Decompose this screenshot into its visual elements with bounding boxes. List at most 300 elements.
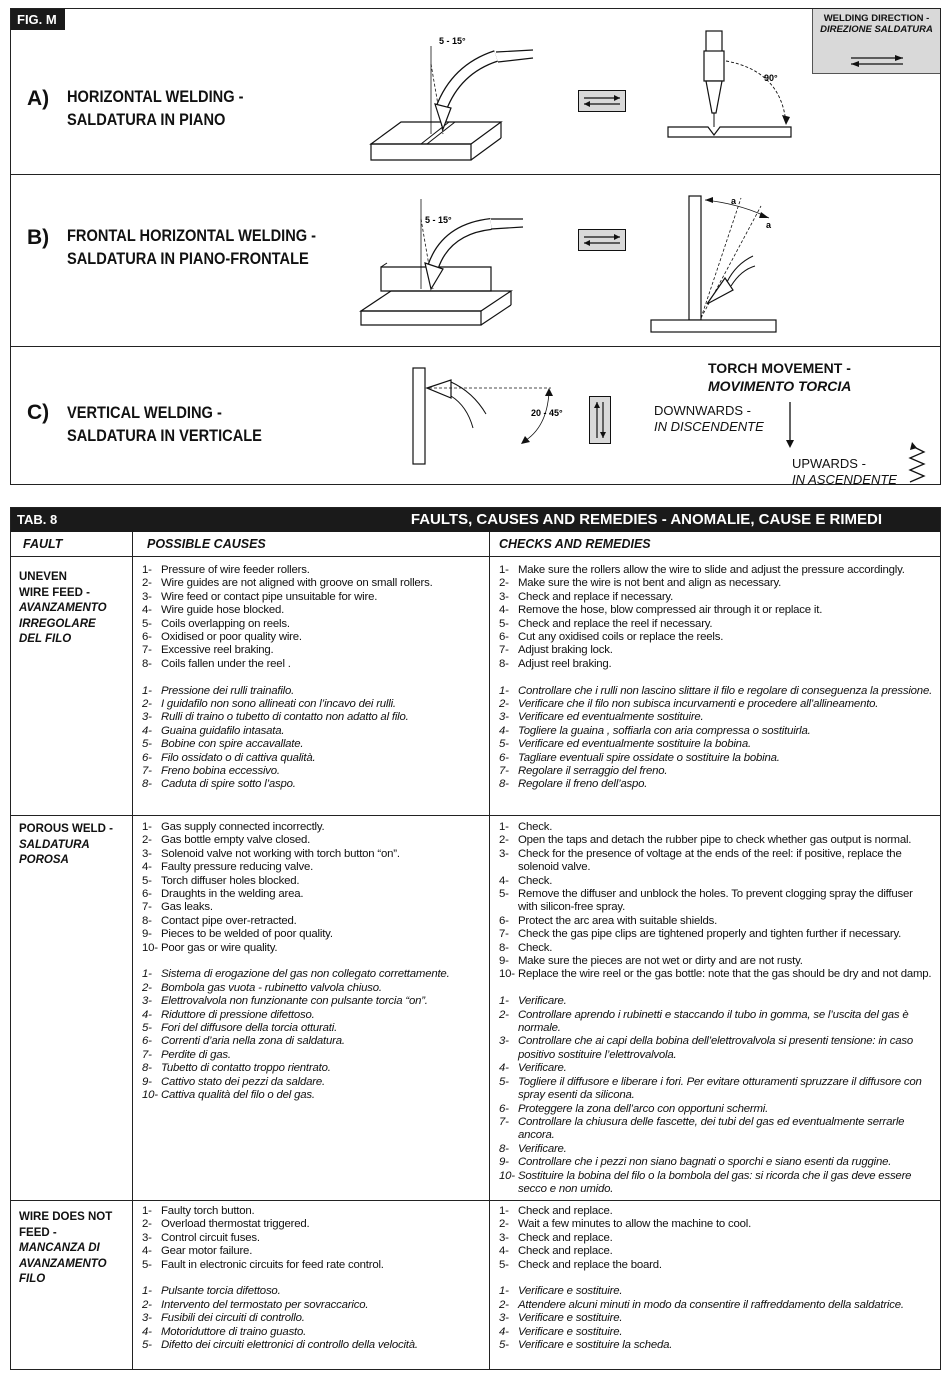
- item-number: 6-: [499, 751, 509, 764]
- row-title-it: SALDATURA IN PIANO-FRONTALE: [67, 249, 309, 268]
- row-horizontal-welding: [11, 9, 940, 175]
- list-item: [499, 711, 935, 724]
- list-item: [499, 618, 935, 631]
- item-text: Coils overlapping on reels.: [161, 617, 290, 630]
- item-text: Remove the diffuser and unblock the holes. To prevent clogging spray the diffuser with silicon-free spray.: [518, 888, 913, 914]
- item-text: Check the gas pipe clips are tightened properly and tighten further if necessary.: [518, 928, 902, 941]
- fault-en: WIRE DOES NOT: [19, 1211, 113, 1223]
- figure-m: [10, 8, 941, 485]
- item-text: Cut any oxidised coils or replace the reels.: [518, 631, 724, 644]
- fault-en: WIRE FEED -: [19, 586, 90, 599]
- item-number: 3-: [499, 847, 509, 860]
- item-text: Remove the hose, blow compressed air through it or replace it.: [518, 604, 823, 617]
- list-item: [499, 1218, 935, 1231]
- list-item: [142, 901, 482, 914]
- item-text: Adjust reel braking.: [518, 657, 612, 670]
- checks-en-list: [499, 1205, 935, 1272]
- row-divider: [11, 1200, 940, 1201]
- item-text: Elettrovalvola non funzionante con pulsante torcia “on”.: [161, 995, 428, 1008]
- item-text: Verificare e sostituire.: [518, 1285, 623, 1298]
- list-item: [142, 821, 482, 834]
- checks-cell: [499, 1205, 935, 1352]
- list-item: [499, 875, 935, 888]
- list-item: [142, 1205, 482, 1218]
- item-number: 10-: [499, 1169, 515, 1182]
- row-letter: A): [27, 87, 50, 110]
- item-number: 5-: [142, 874, 152, 887]
- list-item: [142, 1035, 482, 1048]
- item-number: 1-: [499, 821, 509, 833]
- list-item: [499, 888, 935, 915]
- item-text: Rulli di traino o tubetto di contatto non adatto al filo.: [161, 711, 409, 724]
- item-text: Verificare e sostituire.: [518, 1312, 623, 1325]
- list-item: [142, 577, 482, 590]
- row-frontal-horizontal-welding: [11, 174, 940, 347]
- item-text: Pieces to be welded of poor quality.: [161, 928, 333, 941]
- list-item: [499, 1339, 935, 1352]
- list-item: [142, 1062, 482, 1075]
- item-text: Sostituire la bobina del filo o la bombola del gas: si ricorda che il gas deve essere secco e non umido.: [518, 1169, 912, 1195]
- item-text: Tagliare eventuali spire ossidate o sostituire la bobina.: [518, 751, 780, 764]
- item-number: 10-: [499, 968, 515, 981]
- item-number: 5-: [142, 1258, 152, 1271]
- vertical-arrow-icon: [589, 396, 611, 444]
- item-text: Regolare il freno dell’aspo.: [518, 778, 648, 791]
- item-number: 1-: [499, 564, 509, 576]
- angle-label: 5 - 15°: [425, 215, 452, 225]
- torch-movement-en: TORCH MOVEMENT -: [708, 360, 851, 376]
- item-text: Check and replace if necessary.: [518, 590, 674, 603]
- list-item: [499, 834, 935, 847]
- list-item: [142, 1326, 482, 1339]
- item-number: 7-: [142, 901, 152, 914]
- list-item: [142, 658, 482, 671]
- item-text: Gear motor failure.: [161, 1245, 253, 1258]
- list-item: [499, 1062, 935, 1075]
- item-text: Perdite di gas.: [161, 1048, 231, 1061]
- item-text: Verificare.: [518, 1142, 567, 1155]
- row-vertical-welding: [11, 346, 940, 487]
- row-letter: B): [27, 226, 50, 249]
- item-number: 5-: [499, 1258, 509, 1271]
- item-text: Proteggere la zona dell’arco con opportuni schermi.: [518, 1102, 769, 1115]
- item-number: 5-: [499, 888, 509, 901]
- item-number: 7-: [499, 928, 509, 941]
- item-text: Togliere il diffusore e liberare i fori. Per evitare otturamenti spruzzare il diffusore con spray esenti da silicona.: [518, 1075, 922, 1102]
- item-text: Controllare la chiusura delle fascette, dei tubi del gas ed eventualmente serrarle ancora.: [518, 1115, 905, 1142]
- list-item: [142, 1259, 482, 1272]
- item-number: 7-: [499, 765, 509, 778]
- item-text: Check.: [518, 941, 553, 954]
- item-number: 8-: [499, 1142, 509, 1155]
- item-number: 8-: [499, 941, 509, 954]
- downwards-it: IN DISCENDENTE: [654, 419, 764, 434]
- vertical-welding-drawing: [411, 366, 571, 466]
- item-number: 1-: [499, 1205, 509, 1217]
- list-item: [142, 1049, 482, 1062]
- zigzag-up-arrow-icon: [906, 440, 930, 484]
- item-number: 3-: [499, 1035, 509, 1048]
- item-number: 3-: [142, 1231, 152, 1244]
- item-number: 2-: [142, 698, 152, 711]
- item-number: 2-: [499, 834, 509, 847]
- item-number: 7-: [142, 1048, 152, 1061]
- causes-cell: [142, 564, 482, 792]
- item-number: 1-: [142, 821, 152, 833]
- list-item: [142, 1089, 482, 1102]
- item-text: Excessive reel braking.: [161, 644, 274, 657]
- item-number: 7-: [142, 765, 152, 778]
- item-text: Attendere alcuni minuti in modo da consentire il raffreddamento della saldatrice.: [518, 1298, 904, 1311]
- fault-it: FILO: [19, 1273, 46, 1285]
- angle-a-label: a: [731, 196, 737, 206]
- list-item: [499, 848, 935, 875]
- item-text: Adjust braking lock.: [518, 644, 613, 657]
- list-item: [499, 577, 935, 590]
- item-number: 7-: [499, 1115, 509, 1128]
- figure-label: FIG. M: [11, 9, 65, 30]
- item-number: 3-: [499, 1231, 509, 1244]
- list-item: [499, 1116, 935, 1143]
- list-item: [499, 564, 935, 577]
- row-title-en: HORIZONTAL WELDING -: [67, 87, 244, 106]
- list-item: [499, 1156, 935, 1169]
- item-number: 2-: [142, 1218, 152, 1231]
- item-text: Fusibili dei circuiti di controllo.: [161, 1312, 305, 1325]
- item-number: 1-: [142, 684, 152, 697]
- column-divider: [132, 532, 133, 1369]
- item-text: Overload thermostat triggered.: [161, 1218, 310, 1231]
- item-text: Torch diffuser holes blocked.: [161, 874, 300, 887]
- list-item: [142, 982, 482, 995]
- item-text: Bobine con spire accavallate.: [161, 738, 304, 751]
- item-number: 5-: [142, 738, 152, 751]
- causes-en-list: [142, 821, 482, 955]
- item-text: Verificare e sostituire.: [518, 1325, 623, 1338]
- list-item: [499, 928, 935, 941]
- item-number: 1-: [499, 995, 509, 1008]
- item-number: 3-: [499, 1312, 509, 1325]
- item-number: 2-: [499, 1008, 509, 1021]
- list-item: [142, 1312, 482, 1325]
- item-text: Gas leaks.: [161, 901, 213, 914]
- row-title-it: SALDATURA IN VERTICALE: [67, 426, 262, 445]
- item-text: Contact pipe over-retracted.: [161, 914, 297, 927]
- list-item: [499, 604, 935, 617]
- item-number: 1-: [142, 968, 152, 981]
- item-number: 2-: [142, 981, 152, 994]
- list-item: [499, 1326, 935, 1339]
- item-number: 5-: [499, 617, 509, 630]
- item-number: 8-: [499, 778, 509, 791]
- list-item: [499, 752, 935, 765]
- fault-it: IRREGOLARE: [19, 617, 96, 630]
- item-number: 2-: [499, 577, 509, 590]
- item-text: Make sure the rollers allow the wire to slide and adjust the pressure accordingly.: [518, 564, 905, 576]
- causes-cell: [142, 821, 482, 1103]
- list-item: [499, 915, 935, 928]
- list-item: [142, 1285, 482, 1298]
- item-number: 6-: [142, 631, 152, 644]
- row-title-it: SALDATURA IN PIANO: [67, 110, 226, 129]
- upwards-en: UPWARDS -: [792, 456, 866, 471]
- list-item: [142, 765, 482, 778]
- welding-direction-it: DIREZIONE SALDATURA: [820, 24, 933, 35]
- item-number: 2-: [499, 1298, 509, 1311]
- item-number: 5-: [142, 617, 152, 630]
- checks-en-list: [499, 564, 935, 671]
- item-text: Togliere la guaina , soffiarla con aria compressa o sostituirla.: [518, 724, 811, 737]
- list-item: [142, 942, 482, 955]
- item-text: Guaina guidafilo intasata.: [161, 724, 285, 737]
- list-item: [499, 1232, 935, 1245]
- list-item: [499, 1312, 935, 1325]
- item-text: Wire guides are not aligned with groove on small rollers.: [161, 577, 433, 590]
- fault-it: AVANZAMENTO: [19, 1257, 107, 1270]
- checks-cell: [499, 564, 935, 792]
- table-header-bar: [11, 508, 940, 532]
- item-text: Gas bottle empty valve closed.: [161, 834, 311, 847]
- item-text: Verificare.: [518, 995, 567, 1008]
- item-text: Faulty pressure reducing valve.: [161, 861, 314, 874]
- item-number: 2-: [499, 698, 509, 711]
- item-number: 3-: [499, 711, 509, 724]
- item-number: 2-: [142, 1298, 152, 1311]
- item-text: Check.: [518, 874, 553, 887]
- item-number: 4-: [499, 1062, 509, 1075]
- column-header-checks: CHECKS AND REMEDIES: [499, 537, 651, 551]
- item-number: 9-: [142, 1075, 152, 1088]
- checks-it-list: [499, 1285, 935, 1352]
- item-text: Faulty torch button.: [161, 1205, 255, 1217]
- item-text: Sistema di erogazione del gas non collegato correttamente.: [161, 968, 450, 981]
- item-number: 9-: [142, 928, 152, 941]
- list-item: [499, 1009, 935, 1036]
- list-item: [142, 698, 482, 711]
- angle-90-label: 90°: [764, 73, 778, 83]
- bidirectional-arrow-icon: [578, 229, 626, 251]
- list-item: [142, 685, 482, 698]
- causes-en-list: [142, 1205, 482, 1272]
- item-text: Check for the presence of voltage at the ends of the reel: if positive, replace the solenoid valve.: [518, 847, 902, 874]
- item-text: Check and replace the reel if necessary.: [518, 617, 713, 630]
- list-item: [142, 968, 482, 981]
- item-text: Gas supply connected incorrectly.: [161, 821, 325, 833]
- item-number: 1-: [142, 1285, 152, 1298]
- list-item: [142, 752, 482, 765]
- item-number: 4-: [142, 1245, 152, 1258]
- causes-en-list: [142, 564, 482, 671]
- list-item: [499, 821, 935, 834]
- fault-it: AVANZAMENTO: [19, 602, 107, 614]
- item-number: 1-: [142, 564, 152, 576]
- item-number: 1-: [499, 684, 509, 697]
- item-text: Freno bobina eccessivo.: [161, 765, 280, 778]
- list-item: [142, 725, 482, 738]
- bidirectional-arrow-icon: [578, 90, 626, 112]
- list-item: [142, 888, 482, 901]
- item-text: Check and replace.: [518, 1231, 613, 1244]
- fault-cell: [19, 822, 113, 869]
- item-number: 6-: [499, 1102, 509, 1115]
- list-item: [499, 631, 935, 644]
- list-item: [499, 778, 935, 791]
- checks-en-list: [499, 821, 935, 982]
- item-number: 7-: [499, 644, 509, 657]
- table-8: [10, 507, 941, 1370]
- table-title: FAULTS, CAUSES AND REMEDIES - ANOMALIE, CAUSE E RIMEDI: [410, 511, 882, 528]
- item-number: 2-: [499, 1218, 509, 1231]
- list-item: [142, 1232, 482, 1245]
- item-text: Verificare e sostituire la scheda.: [518, 1339, 673, 1352]
- item-text: Poor gas or wire quality.: [161, 941, 278, 954]
- checks-cell: [499, 821, 935, 1196]
- row-title: [67, 224, 357, 270]
- causes-it-list: [142, 968, 482, 1102]
- item-text: Bombola gas vuota - rubinetto valvola chiuso.: [161, 981, 382, 994]
- item-text: Verificare.: [518, 1062, 567, 1075]
- item-number: 4-: [499, 604, 509, 617]
- item-number: 2-: [142, 834, 152, 847]
- item-number: 4-: [499, 1245, 509, 1258]
- list-item: [142, 644, 482, 657]
- item-number: 5-: [499, 1339, 509, 1352]
- item-text: Pulsante torcia difettoso.: [161, 1285, 281, 1298]
- list-item: [142, 1022, 482, 1035]
- item-text: Controllare che i pezzi non siano bagnati o sporchi e siano esenti da ruggine.: [518, 1156, 892, 1169]
- list-item: [142, 1245, 482, 1258]
- fault-it: DEL FILO: [19, 633, 72, 645]
- fault-it: MANCANZA DI: [19, 1242, 100, 1254]
- item-text: Difetto dei circuiti elettronici di controllo della velocità.: [161, 1339, 418, 1352]
- item-number: 3-: [142, 1312, 152, 1325]
- item-text: Verificare ed eventualmente sostituire.: [518, 711, 704, 724]
- header-divider: [11, 556, 940, 557]
- item-text: Make sure the wire is not bent and align as necessary.: [518, 577, 782, 590]
- list-item: [499, 698, 935, 711]
- item-number: 3-: [499, 590, 509, 603]
- torch-movement-it: MOVIMENTO TORCIA: [708, 378, 852, 394]
- item-number: 8-: [142, 1062, 152, 1075]
- item-text: Filo ossidato o di cattiva qualità.: [161, 751, 316, 764]
- item-text: Solenoid valve not working with torch button “on”.: [161, 847, 400, 860]
- horizontal-welding-drawing: [361, 34, 561, 169]
- item-text: Motoriduttore di traino guasto.: [161, 1325, 307, 1338]
- fault-cell: [19, 570, 107, 648]
- down-arrow-icon: [784, 402, 796, 448]
- list-item: [142, 631, 482, 644]
- list-item: [499, 1245, 935, 1258]
- item-number: 8-: [499, 657, 509, 670]
- causes-cell: [142, 1205, 482, 1352]
- fault-en: FEED -: [19, 1226, 57, 1239]
- list-item: [142, 778, 482, 791]
- list-item: [142, 1299, 482, 1312]
- fault-cell: [19, 1210, 112, 1288]
- list-item: [499, 1103, 935, 1116]
- row-divider: [11, 815, 940, 816]
- item-number: 6-: [499, 631, 509, 644]
- item-number: 6-: [142, 1035, 152, 1048]
- causes-it-list: [142, 685, 482, 792]
- list-item: [499, 725, 935, 738]
- item-text: Open the taps and detach the rubber pipe to check whether gas output is normal.: [518, 834, 912, 847]
- list-item: [142, 711, 482, 724]
- item-text: Controllare aprendo i rubinetti e staccando il tubo in gomma, se l’uscita del gas è normale.: [518, 1008, 909, 1035]
- item-number: 4-: [499, 874, 509, 887]
- list-item: [142, 928, 482, 941]
- item-text: Riduttore di pressione difettoso.: [161, 1008, 315, 1021]
- item-number: 4-: [142, 1008, 152, 1021]
- list-item: [142, 848, 482, 861]
- item-number: 4-: [142, 1325, 152, 1338]
- causes-it-list: [142, 1285, 482, 1352]
- item-text: Coils fallen under the reel .: [161, 657, 291, 670]
- item-number: 7-: [142, 644, 152, 657]
- item-text: Cattivo stato dei pezzi da saldare.: [161, 1075, 325, 1088]
- upwards-it: IN ASCENDENTE: [792, 472, 897, 487]
- item-text: I guidafilo non sono allineati con l’incavo dei rulli.: [161, 698, 396, 711]
- list-item: [142, 604, 482, 617]
- list-item: [142, 1218, 482, 1231]
- checks-it-list: [499, 995, 935, 1196]
- angle-label: 5 - 15°: [439, 36, 466, 46]
- list-item: [499, 644, 935, 657]
- item-number: 8-: [142, 778, 152, 791]
- list-item: [142, 995, 482, 1008]
- item-number: 6-: [142, 751, 152, 764]
- item-text: Make sure the pieces are not wet or dirty and are not rusty.: [518, 955, 803, 968]
- list-item: [142, 618, 482, 631]
- item-number: 4-: [142, 861, 152, 874]
- item-number: 9-: [499, 955, 509, 968]
- item-text: Draughts in the welding area.: [161, 888, 304, 901]
- list-item: [499, 591, 935, 604]
- item-text: Intervento del termostato per sovraccarico.: [161, 1298, 369, 1311]
- item-number: 6-: [142, 888, 152, 901]
- item-text: Oxidised or poor quality wire.: [161, 631, 302, 644]
- list-item: [499, 955, 935, 968]
- fault-it: SALDATURA: [19, 838, 90, 851]
- list-item: [499, 1143, 935, 1156]
- item-number: 6-: [499, 914, 509, 927]
- table-label: TAB. 8: [17, 512, 58, 527]
- list-item: [499, 765, 935, 778]
- item-number: 3-: [142, 995, 152, 1008]
- frontal-angle-drawing: [641, 186, 791, 336]
- item-number: 4-: [499, 724, 509, 737]
- item-text: Wire guide hose blocked.: [161, 604, 285, 617]
- item-number: 5-: [499, 738, 509, 751]
- list-item: [499, 658, 935, 671]
- list-item: [142, 834, 482, 847]
- column-header-causes: POSSIBLE CAUSES: [147, 537, 266, 551]
- row-letter: C): [27, 401, 50, 424]
- item-number: 2-: [142, 577, 152, 590]
- item-text: Replace the wire reel or the gas bottle: note that the gas should be dry and not damp.: [518, 968, 932, 981]
- item-text: Verificare che il filo non subisca incurvamenti e procedere all’allineamento.: [518, 698, 879, 711]
- list-item: [142, 1009, 482, 1022]
- row-title: [67, 401, 294, 447]
- list-item: [499, 1285, 935, 1298]
- list-item: [499, 1205, 935, 1218]
- angle-a-label-2: a: [766, 220, 772, 230]
- list-item: [142, 591, 482, 604]
- fault-en: POROUS WELD -: [19, 823, 113, 835]
- item-text: Check and replace.: [518, 1205, 613, 1217]
- list-item: [499, 1076, 935, 1103]
- item-text: Tubetto di contatto troppo rientrato.: [161, 1062, 331, 1075]
